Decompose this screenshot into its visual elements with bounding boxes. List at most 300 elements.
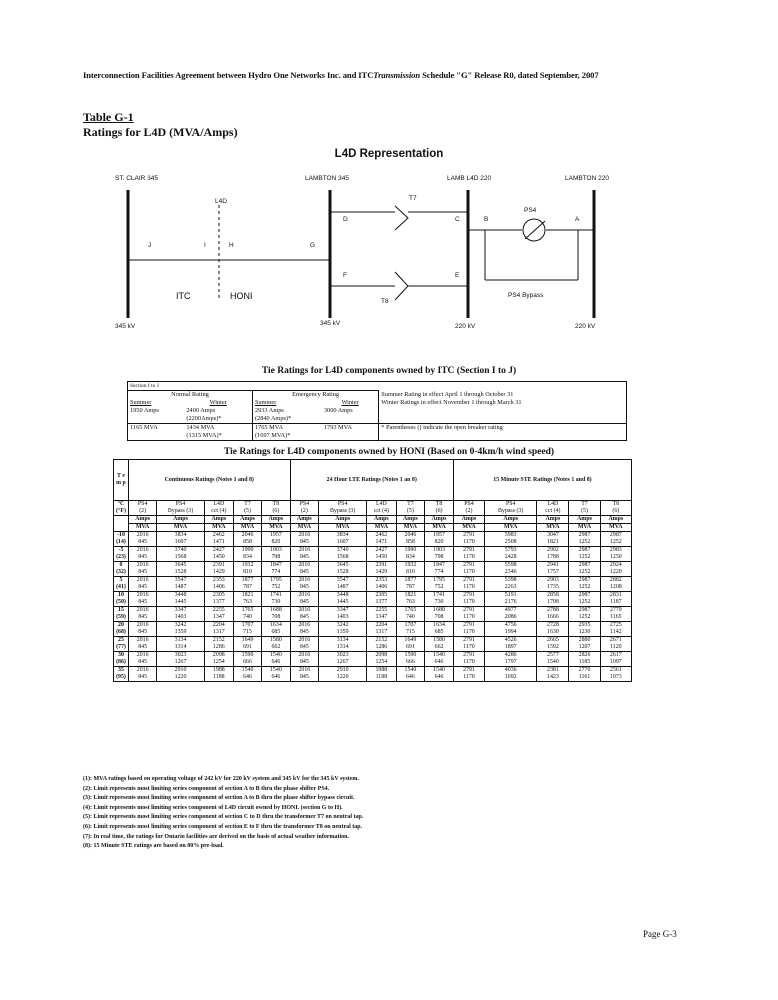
rating-cell bbox=[367, 592, 396, 607]
mva-value: 1185 bbox=[578, 659, 591, 665]
column-header bbox=[233, 501, 261, 516]
amps-value: 2462 bbox=[375, 532, 388, 538]
mva-value: 1317 bbox=[212, 629, 225, 635]
rating-cell bbox=[204, 622, 233, 637]
mva-value: 685 bbox=[434, 629, 444, 635]
rating-cell bbox=[485, 622, 537, 637]
temp-f: (77) bbox=[116, 644, 126, 650]
mva-value: 1170 bbox=[463, 614, 475, 620]
rating-cell bbox=[537, 637, 569, 652]
amps-value: 1540 bbox=[404, 667, 417, 673]
temp-c: 35 bbox=[118, 667, 124, 673]
itc-ratings-table bbox=[127, 381, 627, 441]
mva-value: 1471 bbox=[212, 539, 225, 545]
amps-value: 2016 bbox=[298, 562, 311, 568]
amps-value: 2826 bbox=[578, 652, 591, 658]
mva-value: 1120 bbox=[610, 644, 622, 650]
mva-value: 1735 bbox=[547, 584, 559, 590]
rating-cell bbox=[319, 562, 367, 577]
station-lambton: LAMBTON 345 bbox=[305, 175, 349, 182]
amps-value: 2987 bbox=[578, 607, 591, 613]
amps-value: 1590 bbox=[241, 652, 254, 658]
rating-cell bbox=[453, 562, 484, 577]
rating-cell bbox=[485, 532, 537, 547]
rating-cell bbox=[204, 607, 233, 622]
amps-value: 2381 bbox=[547, 667, 559, 673]
rating-cell bbox=[485, 637, 537, 652]
amps-value: 2427 bbox=[212, 547, 225, 553]
mva-value: 1220 bbox=[174, 674, 187, 680]
itc-cell: 2400 Amps bbox=[186, 407, 216, 414]
rating-cell bbox=[485, 562, 537, 577]
rating-cell bbox=[290, 592, 319, 607]
rating-cell bbox=[537, 562, 569, 577]
rating-cell bbox=[600, 667, 631, 682]
rating-cell bbox=[157, 667, 204, 682]
units-amps: Amps bbox=[569, 516, 599, 524]
units-amps: Amps bbox=[425, 516, 453, 524]
rating-cell bbox=[204, 577, 233, 592]
mva-value: 820 bbox=[271, 539, 281, 545]
itc-summer-2: Summer bbox=[252, 399, 321, 407]
itc-cell: 1165 MVA bbox=[128, 424, 185, 433]
amps-value: 1821 bbox=[241, 592, 254, 598]
column-header bbox=[396, 501, 425, 516]
amps-value: 1688 bbox=[269, 607, 282, 613]
rating-cell bbox=[262, 667, 290, 682]
rating-cell bbox=[129, 637, 157, 652]
amps-value: 2016 bbox=[136, 532, 149, 538]
temp-c: 5 bbox=[119, 577, 123, 583]
rating-cell bbox=[537, 577, 569, 592]
mva-value: 1073 bbox=[609, 674, 622, 680]
mva-value: 2346 bbox=[504, 569, 517, 575]
units-mva: MVA bbox=[432, 524, 446, 530]
mva-value: 1267 bbox=[336, 659, 349, 665]
rating-cell bbox=[204, 667, 233, 682]
amps-value: 3242 bbox=[336, 622, 349, 628]
rating-cell bbox=[262, 607, 290, 622]
amps-value: 2617 bbox=[609, 652, 622, 658]
mva-value: 1252 bbox=[578, 584, 591, 590]
note-item: (7): In real time, the ratings for Ontario facilities are derived on the basis of actual weather information. bbox=[83, 833, 350, 840]
amps-value: 1877 bbox=[404, 577, 417, 583]
mva-value: 1540 bbox=[547, 659, 559, 665]
mva-value: 708 bbox=[271, 614, 281, 620]
units-mva: MVA bbox=[335, 524, 350, 530]
amps-value: 2779 bbox=[609, 607, 622, 613]
amps-value: 4756 bbox=[504, 622, 517, 628]
amps-value: 2016 bbox=[136, 592, 149, 598]
amps-value: 3242 bbox=[174, 622, 187, 628]
units-amps: Amps bbox=[601, 516, 631, 524]
amps-value: 2016 bbox=[136, 652, 149, 658]
mva-value: 1406 bbox=[212, 584, 225, 590]
temp-f: (59) bbox=[116, 614, 126, 620]
rating-cell bbox=[319, 532, 367, 547]
mva-value: 1528 bbox=[336, 569, 349, 575]
group-header: Continuous Ratings (Notes 1 and 8) bbox=[129, 460, 291, 501]
rating-cell bbox=[204, 652, 233, 667]
mva-value: 646 bbox=[243, 674, 252, 680]
itc-cell: (2840 Amps)* bbox=[252, 415, 321, 424]
mva-value: 1097 bbox=[609, 659, 622, 665]
mva-value: 1568 bbox=[174, 554, 187, 560]
page-number: Page G-3 bbox=[643, 929, 677, 939]
column-header bbox=[290, 501, 319, 516]
units-header bbox=[319, 516, 367, 532]
column-name: T8 bbox=[272, 501, 280, 507]
mva-value: 1170 bbox=[463, 629, 475, 635]
rating-cell bbox=[262, 652, 290, 667]
rating-cell bbox=[233, 532, 261, 547]
mva-value: 1267 bbox=[174, 659, 187, 665]
mva-value: 1347 bbox=[212, 614, 225, 620]
amps-value: 2924 bbox=[609, 562, 622, 568]
rating-cell bbox=[453, 652, 484, 667]
rating-cell bbox=[319, 577, 367, 592]
temp-c: 30 bbox=[118, 652, 124, 658]
rating-cell bbox=[319, 622, 367, 637]
temp-c: 25 bbox=[118, 637, 124, 643]
column-name: T7 bbox=[244, 501, 251, 507]
amps-value: 2046 bbox=[241, 532, 254, 538]
amps-value: 3023 bbox=[336, 652, 349, 658]
mva-value: 810 bbox=[243, 569, 252, 575]
column-name: L4D bbox=[375, 501, 387, 507]
table-title: Table G-1 bbox=[83, 110, 134, 124]
mva-value: 1254 bbox=[212, 659, 225, 665]
amps-value: 3448 bbox=[174, 592, 187, 598]
temperature-cell bbox=[114, 637, 129, 652]
label-a: A bbox=[575, 216, 580, 223]
mva-value: 1170 bbox=[463, 569, 475, 575]
amps-value: 2880 bbox=[578, 637, 591, 643]
itc-cell: 2933 Amps bbox=[252, 407, 321, 415]
units-mva: MVA bbox=[374, 524, 389, 530]
itc-cell bbox=[128, 415, 185, 424]
mva-value: 845 bbox=[299, 614, 309, 620]
amps-value: 2910 bbox=[336, 667, 349, 673]
rating-cell bbox=[485, 667, 537, 682]
amps-value: 1540 bbox=[269, 667, 282, 673]
rating-cell bbox=[425, 577, 454, 592]
mva-value: 1897 bbox=[504, 644, 517, 650]
mva-value: 1471 bbox=[375, 539, 388, 545]
itc-cell: 3000 Amps bbox=[323, 407, 353, 414]
mva-value: 1359 bbox=[174, 629, 187, 635]
voltage-lamb-l4d: 220 kV bbox=[455, 323, 476, 330]
rating-cell bbox=[537, 532, 569, 547]
amps-value: 2016 bbox=[136, 607, 149, 613]
rating-cell bbox=[485, 577, 537, 592]
station-lambton-220: LAMBTON 220 bbox=[565, 175, 609, 182]
rating-cell bbox=[569, 592, 600, 607]
temp-f: (14) bbox=[116, 539, 126, 545]
mva-value: 1188 bbox=[213, 674, 225, 680]
itc-normal: Normal Rating bbox=[128, 391, 253, 400]
units-header bbox=[262, 516, 290, 532]
note-item: (3): Limit represents most limiting series component of section A to B thru the phase shifter bypass circuit. bbox=[83, 795, 355, 802]
mva-value: 798 bbox=[271, 554, 281, 560]
amps-value: 2791 bbox=[463, 547, 475, 553]
voltage-lambton: 345 kV bbox=[320, 320, 341, 327]
mva-value: 1708 bbox=[547, 599, 559, 605]
temp-f: (86) bbox=[116, 659, 126, 665]
amps-value: 2204 bbox=[212, 622, 225, 628]
itc-cell: (1697 MVA)* bbox=[252, 432, 321, 441]
rating-cell bbox=[290, 562, 319, 577]
temp-f: (32) bbox=[116, 569, 126, 575]
rating-cell bbox=[537, 622, 569, 637]
amps-value: 5398 bbox=[504, 577, 517, 583]
rating-cell bbox=[537, 652, 569, 667]
label-ps4-bypass: PS4 Bypass bbox=[508, 292, 544, 299]
rating-cell bbox=[600, 577, 631, 592]
mva-value: 1314 bbox=[336, 644, 349, 650]
rating-cell bbox=[233, 652, 261, 667]
mva-value: 752 bbox=[434, 584, 444, 590]
rating-cell bbox=[485, 652, 537, 667]
label-b: B bbox=[484, 216, 489, 223]
mva-value: 1445 bbox=[174, 599, 187, 605]
amps-value: 2987 bbox=[578, 532, 591, 538]
units-mva: MVA bbox=[462, 524, 476, 530]
mva-value: 1317 bbox=[375, 629, 388, 635]
rating-cell bbox=[453, 577, 484, 592]
honi-caption: Tie Ratings for L4D components owned by HONI (Based on 0-4km/h wind speed) bbox=[223, 447, 555, 457]
mva-value: 834 bbox=[243, 554, 252, 560]
column-header bbox=[129, 501, 157, 516]
mva-value: 1250 bbox=[609, 554, 622, 560]
rating-cell bbox=[453, 547, 484, 562]
column-note: (5) bbox=[581, 508, 588, 514]
mva-value: 1429 bbox=[212, 569, 225, 575]
temp-f: (50) bbox=[116, 599, 126, 605]
rating-cell bbox=[425, 562, 454, 577]
rating-cell bbox=[569, 577, 600, 592]
column-name: T8 bbox=[435, 501, 443, 507]
mva-value: 708 bbox=[434, 614, 444, 620]
mva-value: 845 bbox=[299, 644, 309, 650]
mva-value: 1161 bbox=[578, 674, 591, 680]
amps-value: 2910 bbox=[174, 667, 187, 673]
rating-cell bbox=[233, 637, 261, 652]
column-header bbox=[262, 501, 290, 516]
label-ps4: PS4 bbox=[524, 207, 537, 214]
mva-value: 1377 bbox=[212, 599, 225, 605]
mva-value: 787 bbox=[243, 584, 252, 590]
header-tail: Schedule "G" Release R0, dated September, 2007 bbox=[420, 70, 599, 80]
column-header bbox=[204, 501, 233, 516]
mva-value: 662 bbox=[434, 644, 444, 650]
mva-value: 646 bbox=[434, 674, 444, 680]
rating-cell bbox=[290, 637, 319, 652]
amps-value: 2016 bbox=[136, 667, 149, 673]
rating-cell bbox=[319, 592, 367, 607]
amps-value: 2665 bbox=[547, 637, 559, 643]
rating-cell bbox=[600, 532, 631, 547]
column-name: L4D bbox=[547, 501, 559, 507]
amps-value: 4526 bbox=[504, 637, 517, 643]
mva-value: 1487 bbox=[174, 584, 187, 590]
rating-cell bbox=[204, 637, 233, 652]
temp-c: 0 bbox=[119, 562, 123, 568]
rating-cell bbox=[367, 652, 396, 667]
amps-value: 1580 bbox=[269, 637, 282, 643]
column-header bbox=[425, 501, 454, 516]
note-item: (8): 15 Minute STE ratings are based on 80% pre-load. bbox=[83, 843, 224, 850]
amps-value: 2152 bbox=[375, 637, 388, 643]
rating-cell bbox=[262, 637, 290, 652]
table-row bbox=[114, 622, 632, 637]
amps-value: 2305 bbox=[212, 592, 225, 598]
mva-value: 1403 bbox=[174, 614, 187, 620]
mva-value: 845 bbox=[299, 674, 309, 680]
amps-value: 2882 bbox=[609, 577, 622, 583]
rating-cell bbox=[485, 607, 537, 622]
mva-value: 845 bbox=[138, 644, 148, 650]
units-mva: MVA bbox=[135, 524, 150, 530]
rating-cell bbox=[319, 652, 367, 667]
column-note: (2) bbox=[139, 508, 147, 514]
rating-cell bbox=[396, 592, 425, 607]
amps-value: 2016 bbox=[298, 532, 311, 538]
mva-value: 845 bbox=[138, 539, 148, 545]
amps-value: 1988 bbox=[375, 667, 388, 673]
amps-value: 2987 bbox=[578, 577, 591, 583]
amps-value: 2858 bbox=[547, 592, 559, 598]
units-header bbox=[290, 516, 319, 532]
mva-value: 2508 bbox=[504, 539, 517, 545]
units-header bbox=[129, 516, 157, 532]
units-mva: MVA bbox=[212, 524, 226, 530]
amps-value: 2016 bbox=[298, 577, 311, 583]
amps-value: 2791 bbox=[463, 652, 475, 658]
mva-value: 1170 bbox=[463, 584, 475, 590]
amps-value: 2791 bbox=[463, 577, 475, 583]
mva-value: 1220 bbox=[609, 569, 622, 575]
mva-value: 1170 bbox=[463, 644, 475, 650]
mva-value: 740 bbox=[243, 614, 252, 620]
rating-cell bbox=[425, 607, 454, 622]
mva-value: 691 bbox=[405, 644, 415, 650]
column-note: Bypass (3) bbox=[329, 508, 356, 514]
label-g: G bbox=[310, 242, 316, 249]
station-st-clair: ST. CLAIR 345 bbox=[115, 175, 158, 182]
amps-value: 1765 bbox=[404, 607, 417, 613]
amps-value: 2204 bbox=[375, 622, 388, 628]
degree-c-label: °C bbox=[117, 501, 125, 507]
mva-value: 2428 bbox=[504, 554, 517, 560]
mva-value: 1252 bbox=[578, 539, 591, 545]
column-header bbox=[367, 501, 396, 516]
mva-value: 646 bbox=[271, 674, 281, 680]
amps-value: 2987 bbox=[609, 532, 622, 538]
amps-value: 1795 bbox=[433, 577, 445, 583]
mva-value: 1286 bbox=[212, 644, 225, 650]
label-t7: T7 bbox=[409, 195, 417, 202]
units-mva: MVA bbox=[504, 524, 518, 530]
mva-value: 1592 bbox=[547, 644, 559, 650]
rating-cell bbox=[569, 637, 600, 652]
mva-value: 1692 bbox=[504, 674, 517, 680]
units-header bbox=[485, 516, 537, 532]
mva-value: 666 bbox=[243, 659, 252, 665]
column-name: T7 bbox=[407, 501, 414, 507]
header-italic: Transmission bbox=[373, 70, 421, 80]
units-amps: Amps bbox=[205, 516, 233, 524]
rating-cell bbox=[319, 637, 367, 652]
rating-cell bbox=[262, 562, 290, 577]
amps-value: 2305 bbox=[375, 592, 388, 598]
amps-value: 1765 bbox=[241, 607, 254, 613]
mva-value: 845 bbox=[138, 584, 148, 590]
column-header bbox=[319, 501, 367, 516]
itc-cell bbox=[322, 415, 379, 424]
rating-cell bbox=[453, 622, 484, 637]
rating-cell bbox=[262, 592, 290, 607]
units-header bbox=[537, 516, 569, 532]
amps-value: 2831 bbox=[609, 592, 622, 598]
note-item: (1): MVA ratings based on operating voltage of 242 kV for 220 kV system and 345 kV for the 345 kV system. bbox=[83, 776, 359, 782]
mva-value: 845 bbox=[299, 659, 309, 665]
amps-value: 2770 bbox=[578, 667, 591, 673]
units-mva: MVA bbox=[609, 524, 623, 530]
table-row bbox=[114, 652, 632, 667]
amps-value: 3834 bbox=[336, 532, 349, 538]
mva-value: 1423 bbox=[547, 674, 559, 680]
degree-f-label: (°F) bbox=[116, 508, 126, 514]
mva-value: 1188 bbox=[375, 674, 388, 680]
rating-cell bbox=[233, 592, 261, 607]
units-mva: MVA bbox=[240, 524, 255, 530]
amps-value: 1957 bbox=[433, 532, 445, 538]
mva-value: 1528 bbox=[174, 569, 187, 575]
amps-value: 2353 bbox=[212, 577, 225, 583]
amps-value: 2016 bbox=[298, 547, 311, 553]
itc-cell: 1765 MVA bbox=[252, 424, 321, 433]
temperature-cell bbox=[114, 577, 129, 592]
amps-value: 4286 bbox=[504, 652, 517, 658]
rating-cell bbox=[157, 547, 204, 562]
temperature-cell bbox=[114, 667, 129, 682]
group-header: 15 Minute STE Ratings (Notes 1 and 8) bbox=[453, 460, 631, 501]
itc-note-winter: Winter Ratings in effect November 1 through March 31 bbox=[379, 399, 627, 407]
mva-value: 715 bbox=[243, 629, 252, 635]
mva-value: 1170 bbox=[463, 674, 475, 680]
mva-value: 845 bbox=[299, 569, 309, 575]
amps-value: 1649 bbox=[404, 637, 417, 643]
units-amps: Amps bbox=[291, 516, 319, 524]
column-name: PS4 bbox=[137, 501, 148, 507]
column-header bbox=[537, 501, 569, 516]
mva-value: 820 bbox=[434, 539, 444, 545]
rating-cell bbox=[290, 577, 319, 592]
itc-emergency: Emergency Rating bbox=[252, 391, 378, 400]
temperature-cell bbox=[114, 652, 129, 667]
station-lamb-l4d: LAMB L4D 220 bbox=[447, 175, 492, 182]
amps-value: 2725 bbox=[609, 622, 622, 628]
amps-value: 3448 bbox=[336, 592, 349, 598]
mva-value: 1207 bbox=[578, 644, 591, 650]
amps-value: 2987 bbox=[578, 547, 591, 553]
mva-value: 858 bbox=[405, 539, 415, 545]
rating-cell bbox=[290, 652, 319, 667]
amps-value: 3347 bbox=[174, 607, 187, 613]
amps-value: 1540 bbox=[433, 652, 445, 658]
rating-cell bbox=[262, 532, 290, 547]
